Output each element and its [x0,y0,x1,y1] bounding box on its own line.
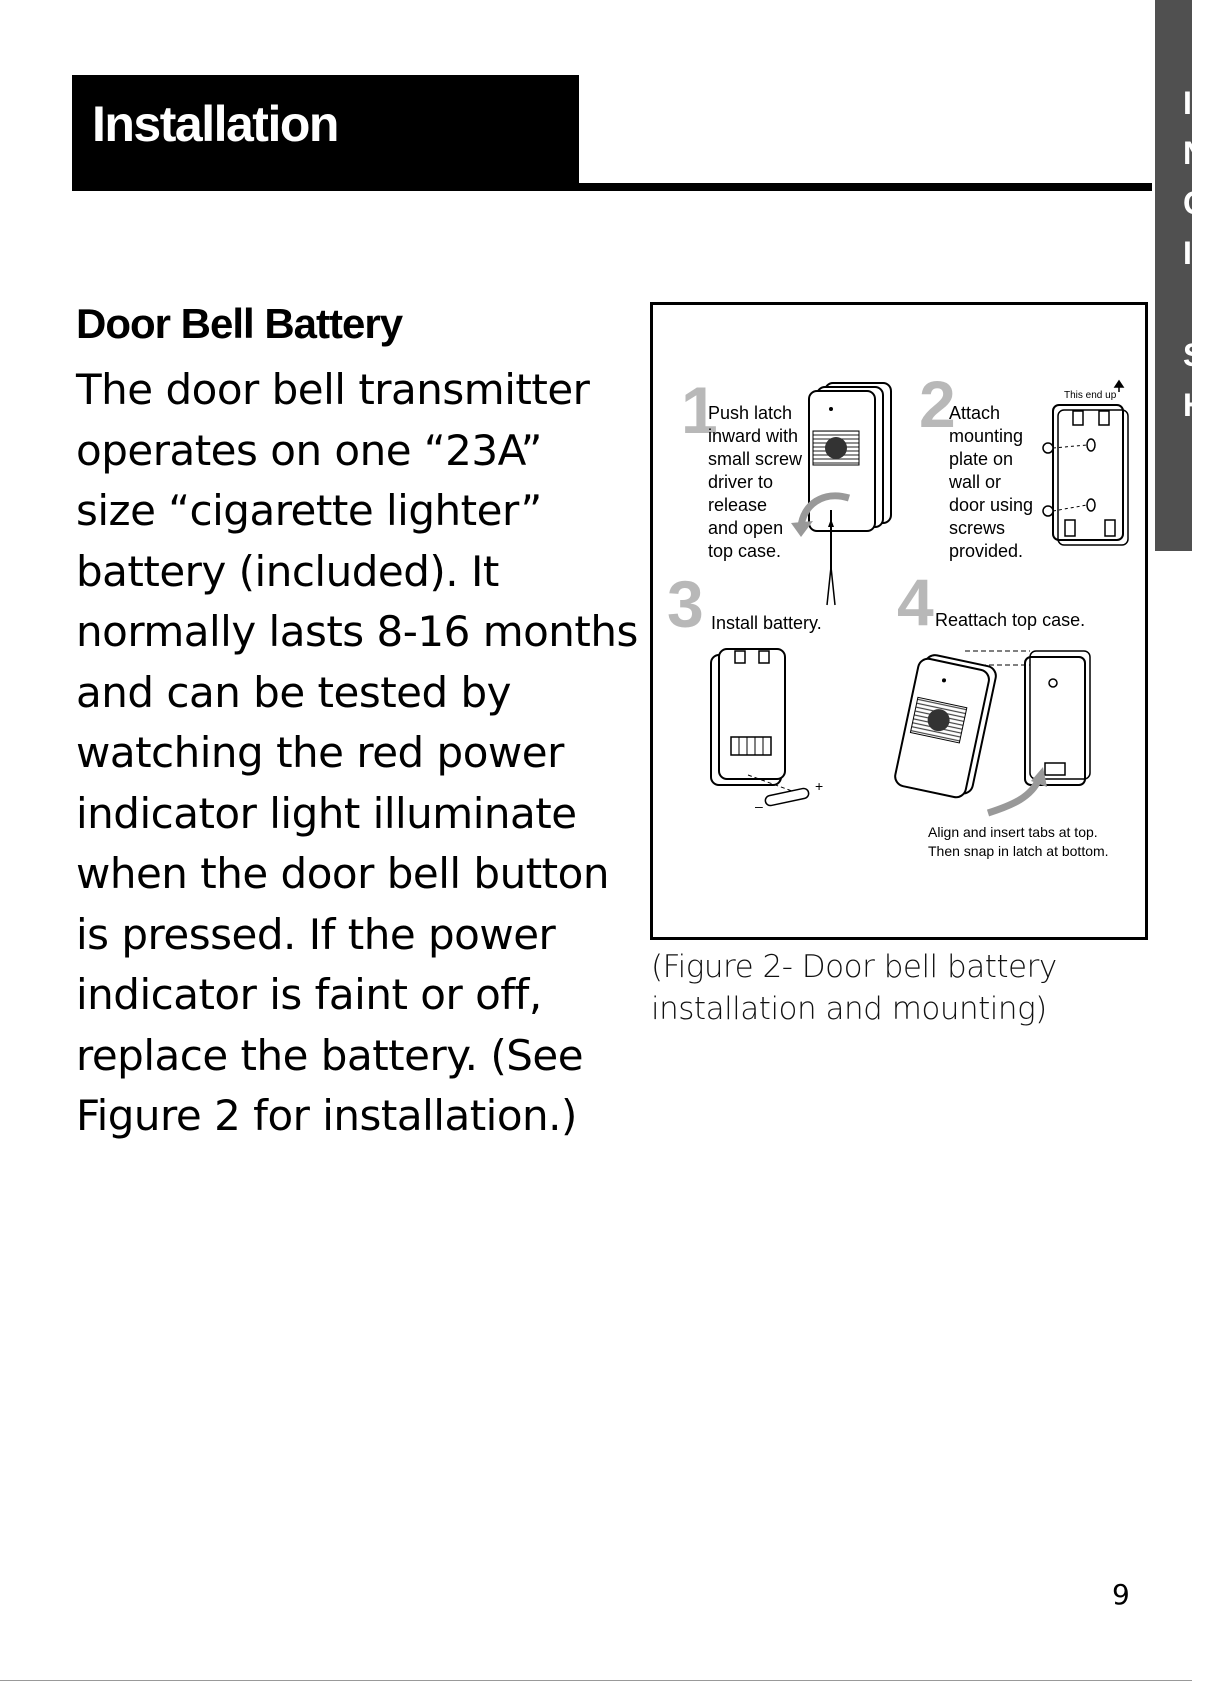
step-4-text: Reattach top case. [935,610,1086,630]
step-1-line: release [708,495,768,515]
step-2-line: door using [949,495,1034,515]
header-rule [72,183,1152,191]
section-header-bar [72,75,579,185]
step-1-line: top case. [708,541,782,561]
page-number: 9 [1112,1578,1130,1611]
side-index-tab [1155,0,1206,551]
side-tab-letter: S [1183,337,1205,373]
body-line: and can be tested by [76,667,512,717]
battery-plus-sign: + [815,778,824,794]
step-3-text: Install battery. [711,613,822,633]
step-number-3: 3 [667,567,704,641]
battery-compartment-illustration [711,649,810,806]
figure-caption [651,946,1071,1030]
body-line: Figure 2 for installation.) [76,1091,577,1140]
doorbell-transmitter-illustration [791,383,891,605]
step-number-4: 4 [897,565,934,639]
step-1-line: Push latch [708,403,793,423]
body-line: operates on one “23A” [76,425,542,475]
battery-minus-sign: – [755,798,763,814]
step-1-text [708,403,803,561]
step-4-note-line: Align and insert tabs at top. [928,824,1098,840]
section-title: Installation [92,96,338,152]
caption-line: (Figure 2- Door bell battery [651,949,1057,985]
step-number-1: 1 [681,373,718,447]
body-line: normally lasts 8-16 months [76,607,638,656]
body-line: is pressed. If the power [76,909,556,959]
step-1-line: inward with [708,426,799,446]
installation-diagram [653,305,1145,937]
side-tab-letter: I [1183,85,1192,121]
body-line: size “cigarette lighter” [76,486,542,535]
body-line: The door bell transmitter [76,365,590,414]
subsection-heading: Door Bell Battery [76,300,403,347]
step-1-line: and open [708,518,784,538]
body-line: indicator light illuminate [76,788,577,838]
bottom-rule [0,1680,1192,1681]
side-tab-letter: N [1183,135,1206,171]
mounting-plate-illustration [1043,405,1128,545]
caption-line: installation and mounting) [651,991,1047,1027]
side-tab-letters [1183,78,1206,430]
reattach-case-illustration [893,651,1090,813]
step-2-line: wall or [949,472,1002,492]
side-tab-letter: I [1183,235,1192,271]
step-2-line: plate on [949,449,1014,469]
body-line: indicator is faint or off, [76,970,542,1019]
this-end-up-note: This end up [1064,390,1117,401]
step-1-line: small screw [708,449,803,469]
side-tab-letter: C [1183,185,1206,221]
installation-figure [650,302,1148,940]
side-tab-letter: H [1183,387,1206,423]
body-line: when the door bell button [76,849,609,898]
body-line: replace the battery. (See [76,1030,584,1080]
step-2-line: Attach [949,403,1001,423]
step-2-text [948,403,1033,561]
step-2-line: mounting [949,426,1024,446]
step-2-line: screws [949,518,1006,538]
step-2-line: provided. [949,541,1024,561]
body-line: watching the red power [76,728,564,777]
body-paragraph [76,360,638,1147]
step-number-2: 2 [919,367,956,441]
body-line: battery (included). It [76,546,499,596]
step-1-line: driver to [708,472,774,492]
step-4-note-line: Then snap in latch at bottom. [928,843,1109,859]
